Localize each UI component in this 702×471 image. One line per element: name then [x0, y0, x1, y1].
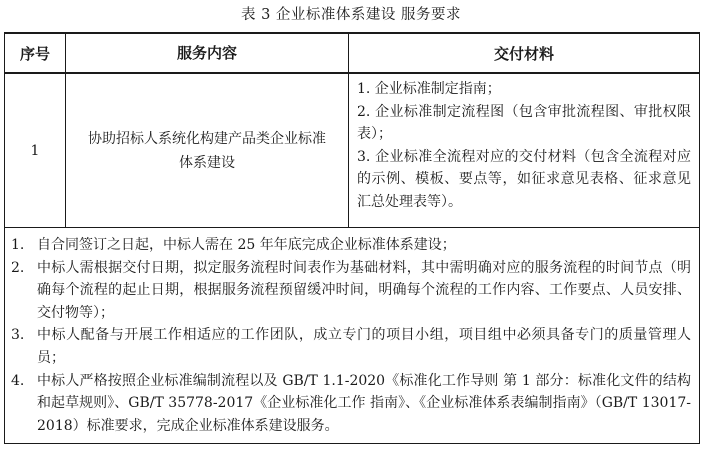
note-text: 中标人需根据交付日期，拟定服务流程时间表作为基础材料，其中需明确对应的服务流程的时间节点（明确每个流程的起止日期，根据服务流程预留缓冲时间，明确每个流程的工作内容、工作要点、人员安排、交付物等）；: [37, 259, 691, 321]
note-item: [11, 234, 691, 257]
material-item: 3. 企业标准全流程对应的交付材料（包含全流程对应的示例、模板、要点等，如征求意见表格、征求意见汇总处理表等）。: [357, 148, 691, 210]
row-materials: [349, 73, 700, 228]
note-item: [11, 324, 691, 369]
header-materials: 交付材料: [349, 33, 700, 73]
notes-cell: [5, 228, 700, 444]
service-requirements-table: [4, 32, 700, 444]
row-service: 协助招标人系统化构建产品类企业标准体系建设: [66, 73, 349, 228]
table-caption: 表 3 企业标准体系建设 服务要求: [240, 7, 462, 23]
table-row: [5, 73, 700, 228]
note-number: 3.: [11, 327, 25, 344]
note-number: 1.: [11, 237, 25, 253]
note-number: 2.: [11, 259, 25, 276]
material-item: 1. 企业标准制定指南；: [357, 81, 501, 97]
header-service: 服务内容: [66, 33, 349, 73]
note-text: 中标人配备与开展工作相适应的工作团队，成立专门的项目小组，项目组中必须具备专门的质量管理人员；: [37, 327, 691, 366]
note-text: 自合同签订之日起，中标人需在 25 年年底完成企业标准体系建设；: [37, 237, 456, 253]
row-index: 1: [5, 73, 66, 228]
header-index: 序号: [5, 33, 66, 73]
note-item: [11, 370, 691, 438]
material-item: 2. 企业标准制定流程图（包含审批流程图、审批权限表）；: [357, 103, 691, 142]
table-header-row: [5, 33, 700, 73]
note-item: [11, 257, 691, 325]
note-number: 4.: [11, 372, 25, 389]
note-text: 中标人严格按照企业标准编制流程以及 GB/T 1.1-2020《标准化工作导则 第 1 部分：标准化文件的结构和起草规则》、GB/T 35778-2017《企业标准化工作 指南》、《企业标准体系表编制指南》（GB/T 13017-2018）标准要求，完成企业标准体系建设服务。: [37, 372, 691, 434]
notes-row: [5, 228, 700, 444]
